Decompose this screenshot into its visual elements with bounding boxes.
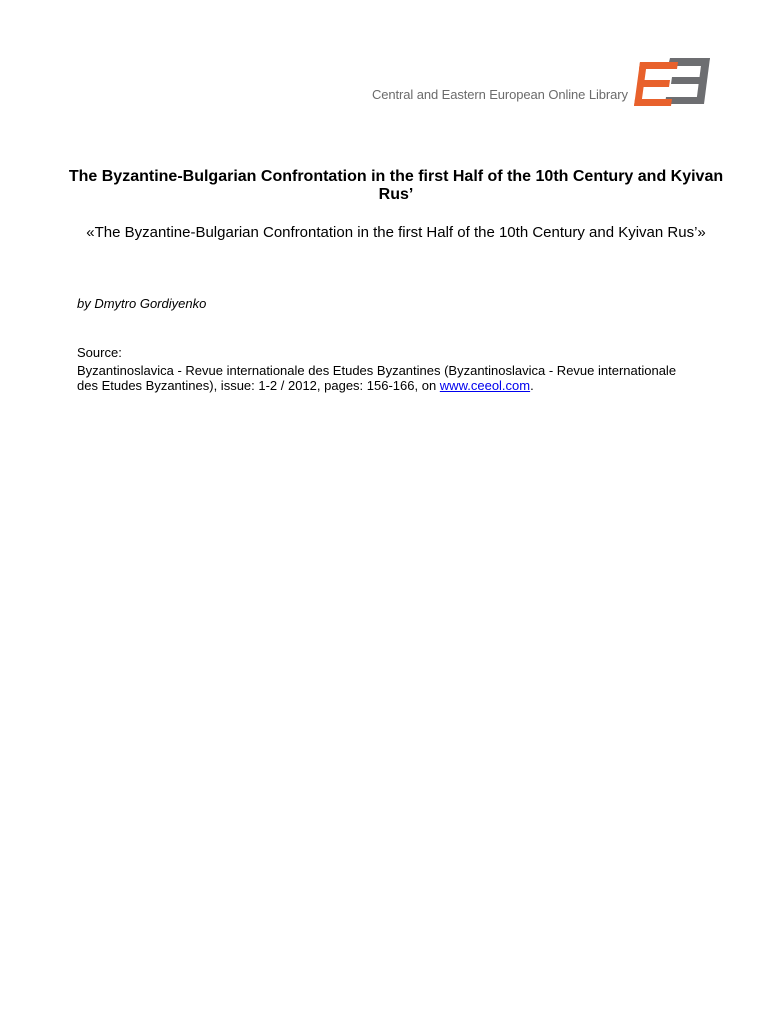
source-citation <box>77 363 697 393</box>
document-subtitle: «The Byzantine-Bulgarian Confrontation in the first Half of the 10th Century and Kyivan Rus’» <box>86 224 706 241</box>
document-title: The Byzantine-Bulgarian Confrontation in the first Half of the 10th Century and Kyivan Rus’ <box>68 168 724 203</box>
source-label: Source: <box>77 345 122 360</box>
ceeol-logo-icon <box>632 56 712 108</box>
source-citation-text: Byzantinoslavica - Revue internationale des Etudes Byzantines (Byzantinoslavica - Revue internationale des Etudes Byzantines), issue: 1-2 / 2012, pages: 156-166, on <box>77 363 677 393</box>
source-trailing-period: . <box>530 378 534 393</box>
ceeol-link[interactable]: www.ceeol.com <box>439 378 531 393</box>
title-block <box>60 168 732 241</box>
brand-name: Central and Eastern European Online Library <box>372 87 628 102</box>
author-line: by Dmytro Gordiyenko <box>77 296 207 311</box>
source-block <box>77 345 697 393</box>
brand-header <box>370 54 715 108</box>
